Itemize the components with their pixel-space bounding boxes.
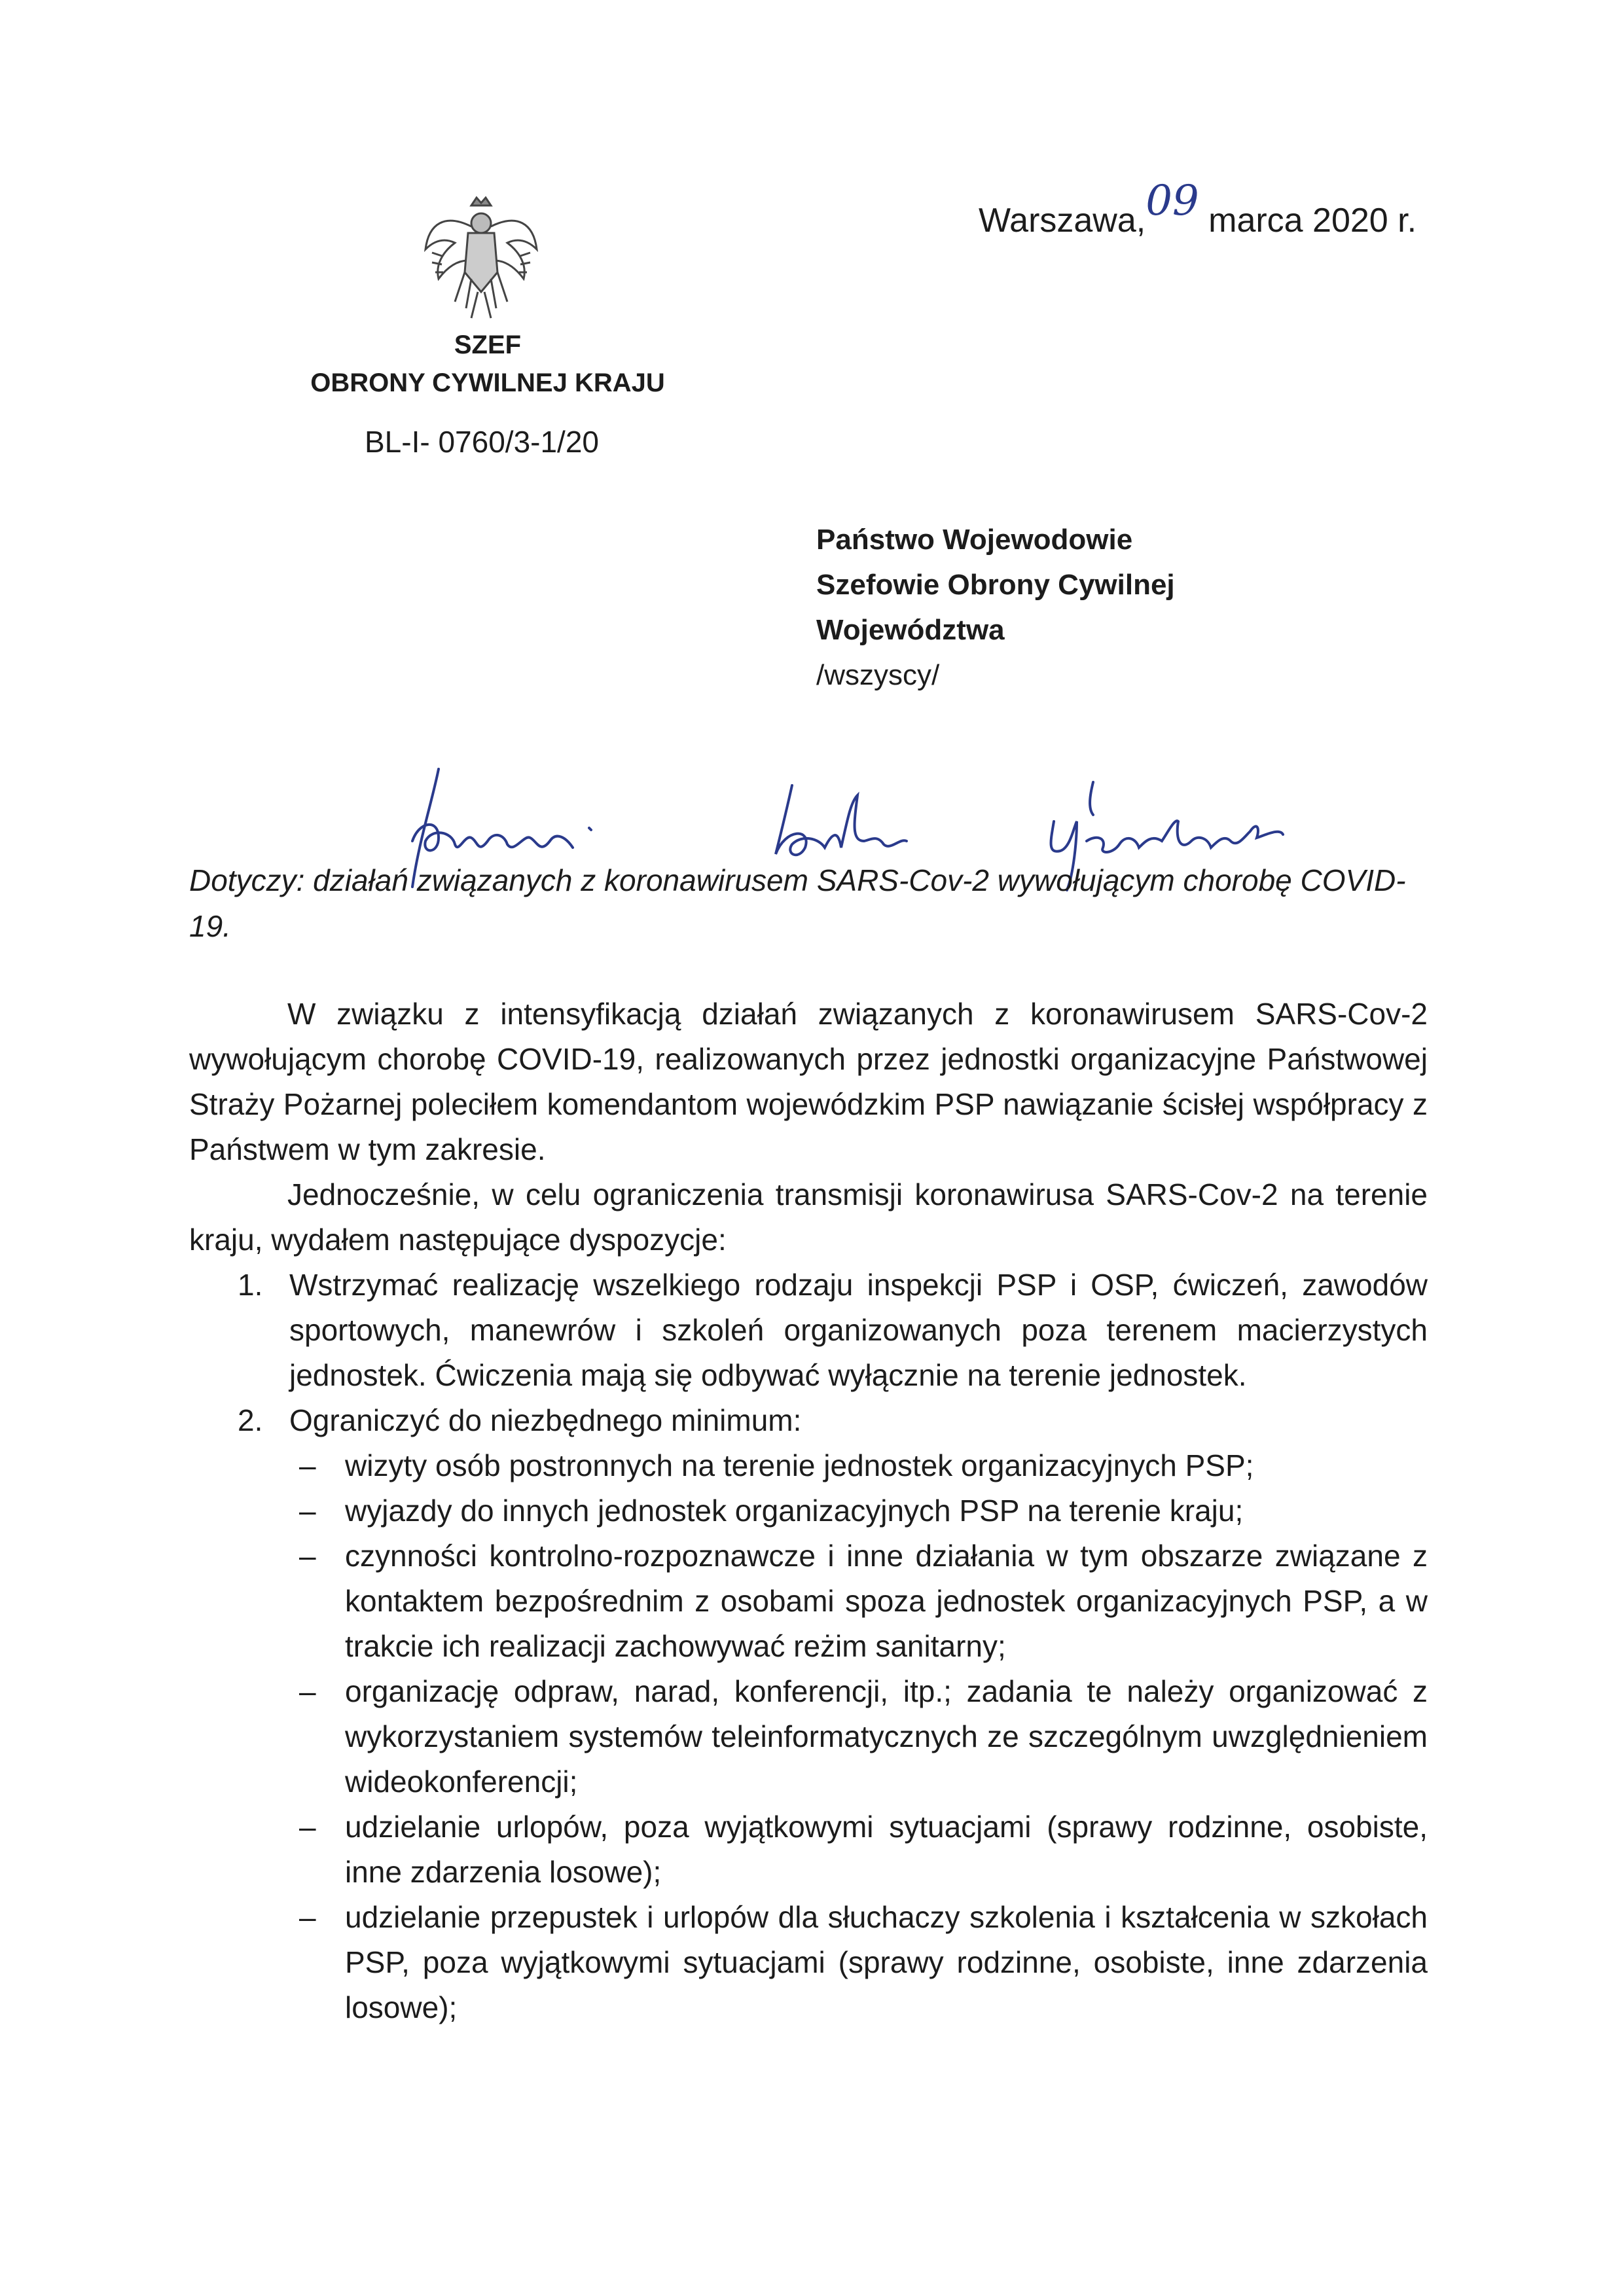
list-item-text: Ograniczyć do niezbędnego minimum:	[289, 1403, 802, 1437]
letter-body	[189, 992, 1428, 2030]
numbered-list	[189, 1263, 1428, 1443]
sub-list-item-text: organizację odpraw, narad, konferencji, itp.; zadania te należy organizować z wykorzystaniem systemów teleinformatycznych ze szczególnym uwzględnieniem wideokonferencji;	[345, 1674, 1428, 1799]
dash-bullet: –	[299, 1494, 316, 1528]
list-item-text: Wstrzymać realizację wszelkiego rodzaju inspekcji PSP i OSP, ćwiczeń, zawodów sportowych, manewrów i szkoleń organizowanych poza terenem macierzystych jednostek. Ćwiczenia mają się odbywać wyłącznie na terenie jednostek.	[289, 1268, 1428, 1392]
date-prefix: Warszawa,	[979, 202, 1146, 240]
subject-label: Dotyczy:	[189, 863, 305, 897]
reference-number: BL-I- 0760/3-1/20	[365, 425, 600, 459]
sub-list-item-text: udzielanie urlopów, poza wyjątkowymi sytuacjami (sprawy rodzinne, osobiste, inne zdarzenia losowe);	[345, 1810, 1428, 1889]
addressee-line: Państwo Wojewodowie	[816, 524, 1133, 556]
dash-bullet: –	[299, 1448, 316, 1482]
sub-list-item	[189, 1488, 1428, 1534]
sub-list-item-text: czynności kontrolno-rozpoznawcze i inne działania w tym obszarze związane z kontaktem bezpośrednim z osobami spoza jednostek organizacyjnych PSP, a w trakcie ich realizacji zachowywać reżim sanitarny;	[345, 1539, 1428, 1663]
sub-list-item	[189, 1804, 1428, 1895]
sub-list-item-text: udzielanie przepustek i urlopów dla słuchaczy szkolenia i kształcenia w szkołach PSP, poza wyjątkowymi sytuacjami (sprawy rodzinne, osobiste, inne zdarzenia losowe);	[345, 1900, 1428, 2024]
sub-list-item	[189, 1895, 1428, 2030]
dash-list	[189, 1443, 1428, 2030]
subject-line	[189, 857, 1433, 949]
list-item	[189, 1398, 1428, 1443]
document-date	[979, 177, 1417, 242]
date-day-handwritten: 09	[1146, 177, 1199, 225]
list-number: 1.	[238, 1268, 263, 1302]
sender-title: SZEF	[454, 331, 522, 359]
sub-list-item-text: wyjazdy do innych jednostek organizacyjnych PSP na terenie kraju;	[345, 1494, 1244, 1528]
sender-organization: OBRONY CYWILNEJ KRAJU	[310, 368, 665, 397]
dash-bullet: –	[299, 1810, 316, 1844]
sub-list-item	[189, 1443, 1428, 1488]
paragraph: Jednocześnie, w celu ograniczenia transmisji koronawirusa SARS-Cov-2 na terenie kraju, wydałem następujące dyspozycje:	[189, 1177, 1428, 1257]
sender-block	[301, 326, 674, 402]
list-number: 2.	[238, 1403, 263, 1437]
list-item	[189, 1263, 1428, 1398]
dash-bullet: –	[299, 1674, 316, 1708]
subject-text: działań związanych z koronawirusem SARS-Cov-2 wywołującym chorobę COVID-19.	[189, 863, 1406, 943]
paragraph: W związku z intensyfikacją działań związanych z koronawirusem SARS-Cov-2 wywołującym chorobę COVID-19, realizowanych przez jednostki organizacyjne Państwowej Straży Pożarnej poleciłem komendantom wojewódzkim PSP nawiązanie ścisłej współpracy z Państwem w tym zakresie.	[189, 997, 1428, 1166]
sub-list-item	[189, 1534, 1428, 1669]
sub-list-item-text: wizyty osób postronnych na terenie jednostek organizacyjnych PSP;	[345, 1448, 1254, 1482]
addressee-block	[816, 517, 1175, 698]
date-suffix: marca 2020 r.	[1208, 202, 1417, 240]
addressee-line: Województwa	[816, 614, 1005, 646]
addressee-line: Szefowie Obrony Cywilnej	[816, 569, 1175, 601]
addressee-note: /wszyscy/	[816, 659, 940, 691]
dash-bullet: –	[299, 1900, 316, 1934]
polish-eagle-emblem-icon	[419, 194, 543, 325]
sub-list-item	[189, 1669, 1428, 1804]
dash-bullet: –	[299, 1539, 316, 1573]
